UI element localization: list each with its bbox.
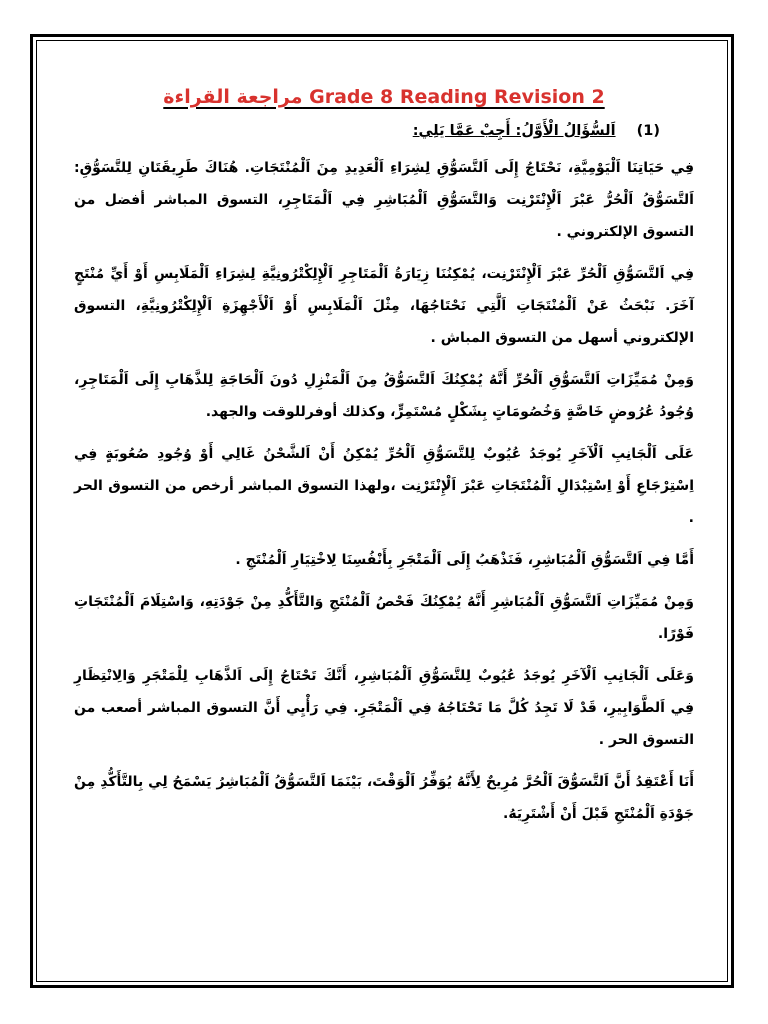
paragraph-8: أَنَا أَعْتَقِدُ أَنَّ اَلتَّسَوُّقَ اَلْحُرَّ مُرِيحٌ لِأَنَّهُ يُوَفِّرُ اَلْوَقْتَ، بَيْنَمَا اَلتَّسَوُّقُ اَلْمُبَاشِرُ يَسْمَحُ لِي بِالتَّأَكُّدِ مِنْ جَوْدَةِ اَلْمُنْتَجِ قَبْلَ أَنْ أَشْتَرِيَهُ. bbox=[74, 773, 694, 822]
worksheet-content bbox=[74, 86, 694, 840]
question-number: (1) bbox=[636, 123, 660, 139]
question-text: اَلسُّؤَالُ الْأَوَّلُ: أَجِبْ عَمَّا يَلِي: bbox=[412, 123, 616, 139]
paragraph-5: أَمَّا فِي اَلتَّسَوُّقِ اَلْمُبَاشِرِ، فَنَذْهَبُ إِلَى اَلْمَتْجَرِ بِأَنْفُسِنَا لِاخْتِيَارِ اَلْمُنْتَجِ . bbox=[235, 551, 694, 568]
page-title: مراجعة القراءة Grade 8 Reading Revision 2 bbox=[163, 86, 605, 108]
paragraph-4: عَلَى اَلْجَانِبِ اَلْآخَرِ يُوجَدُ عُيُوبٌ لِلتَّسَوُّقِ اَلْحُرِّ يُمْكِنُ أَنْ اَلشَّحْنُ غَالِي أَوْ وُجُودِ صُعُوبَةٍ فِي اِسْتِرْجَاعِ أَوْ اِسْتِبْدَالِ اَلْمُنْتَجَاتِ عَبْرَ اَلْإِنْتَرْنِت ،ولهذا التسوق المباشر أرخص من التسوق الحر . bbox=[74, 445, 694, 526]
paragraph-1: فِي حَيَاتِنَا اَلْيَوْمِيَّةِ، نَحْتَاجُ إِلَى اَلتَّسَوُّقِ لِشِرَاءِ اَلْعَدِيدِ مِنَ اَلْمُنْتَجَاتِ. هُنَاكَ طَرِيقَتَانِ لِلتَّسَوُّقِ: اَلتَّسَوُّقُ اَلْحُرُّ عَبْرَ اَلْإِنْتَرْنِت وَالتَّسَوُّقِ اَلْمُبَاشِرِ فِي اَلْمَتَاجِرِ، التسوق المباشر أفضل من التسوق الإلكتروني . bbox=[74, 159, 694, 240]
paragraph-3: وَمِنْ مُمَيِّزَاتِ اَلتَّسَوُّقِ اَلْحُرِّ أَنَّهُ يُمْكِنُكَ اَلتَّسَوُّقُ مِنَ اَلْمَنْزِلِ دُونَ اَلْحَاجَةِ لِلذَّهَابِ إِلَى اَلْمَتَاجِرِ، وُجُودُ عُرُوضٍ خَاصَّةٍ وَخُصُومَاتٍ بِشَكْلٍ مُسْتَمِرٍّ، وكذلك أوفرللوقت والجهد. bbox=[74, 371, 694, 420]
paragraph-7: وَعَلَى اَلْجَانِبِ اَلْآخَرِ يُوجَدُ عُيُوبٌ لِلتَّسَوُّقِ اَلْمُبَاشِرِ، أَنَّكَ تَحْتَاجُ إِلَى اَلذَّهَابِ لِلْمَتْجَرِ وَالِانْتِظَارِ فِي اَلطَّوَابِيرِ، قَدْ لَا تَجِدُ كُلَّ مَا تَحْتَاجُهُ فِي اَلْمَتْجَرِ. فِي رَأْيِي أَنَّ التسوق المباشر أصعب من التسوق الحر . bbox=[74, 667, 694, 748]
paragraph-2: فِي اَلتَّسَوُّقِ اَلْحُرِّ عَبْرَ اَلْإِنْتَرْنِت، يُمْكِنُنَا زِيَارَةُ اَلْمَتَاجِرِ اَلْإِلِكْتْرُونِيَّةِ لِشِرَاءِ اَلْمَلَابِسِ أَوْ أَيِّ مُنْتَجٍ آخَرَ. نَبْحَثُ عَنْ اَلْمُنْتَجَاتِ اَلَّتِي نَحْتَاجُهَا، مِثْلَ اَلْمَلَابِسِ أَوْ اَلْأَجْهِزَةِ اَلْإِلِكْتْرُونِيَّةِ، التسوق الإلكتروني أسهل من التسوق المباش . bbox=[74, 265, 694, 346]
paragraph-6: وَمِنْ مُمَيِّزَاتِ اَلتَّسَوُّقِ اَلْمُبَاشِرِ أَنَّهُ يُمْكِنُكَ فَحْصُ اَلْمُنْتَجِ وَالتَّأَكُّدِ مِنْ جَوْدَتِهِ، وَاسْتِلَامَ اَلْمُنْتَجَاتِ فَوْرًا. bbox=[74, 593, 694, 642]
title-wrap bbox=[74, 86, 694, 108]
question-heading bbox=[74, 118, 660, 146]
